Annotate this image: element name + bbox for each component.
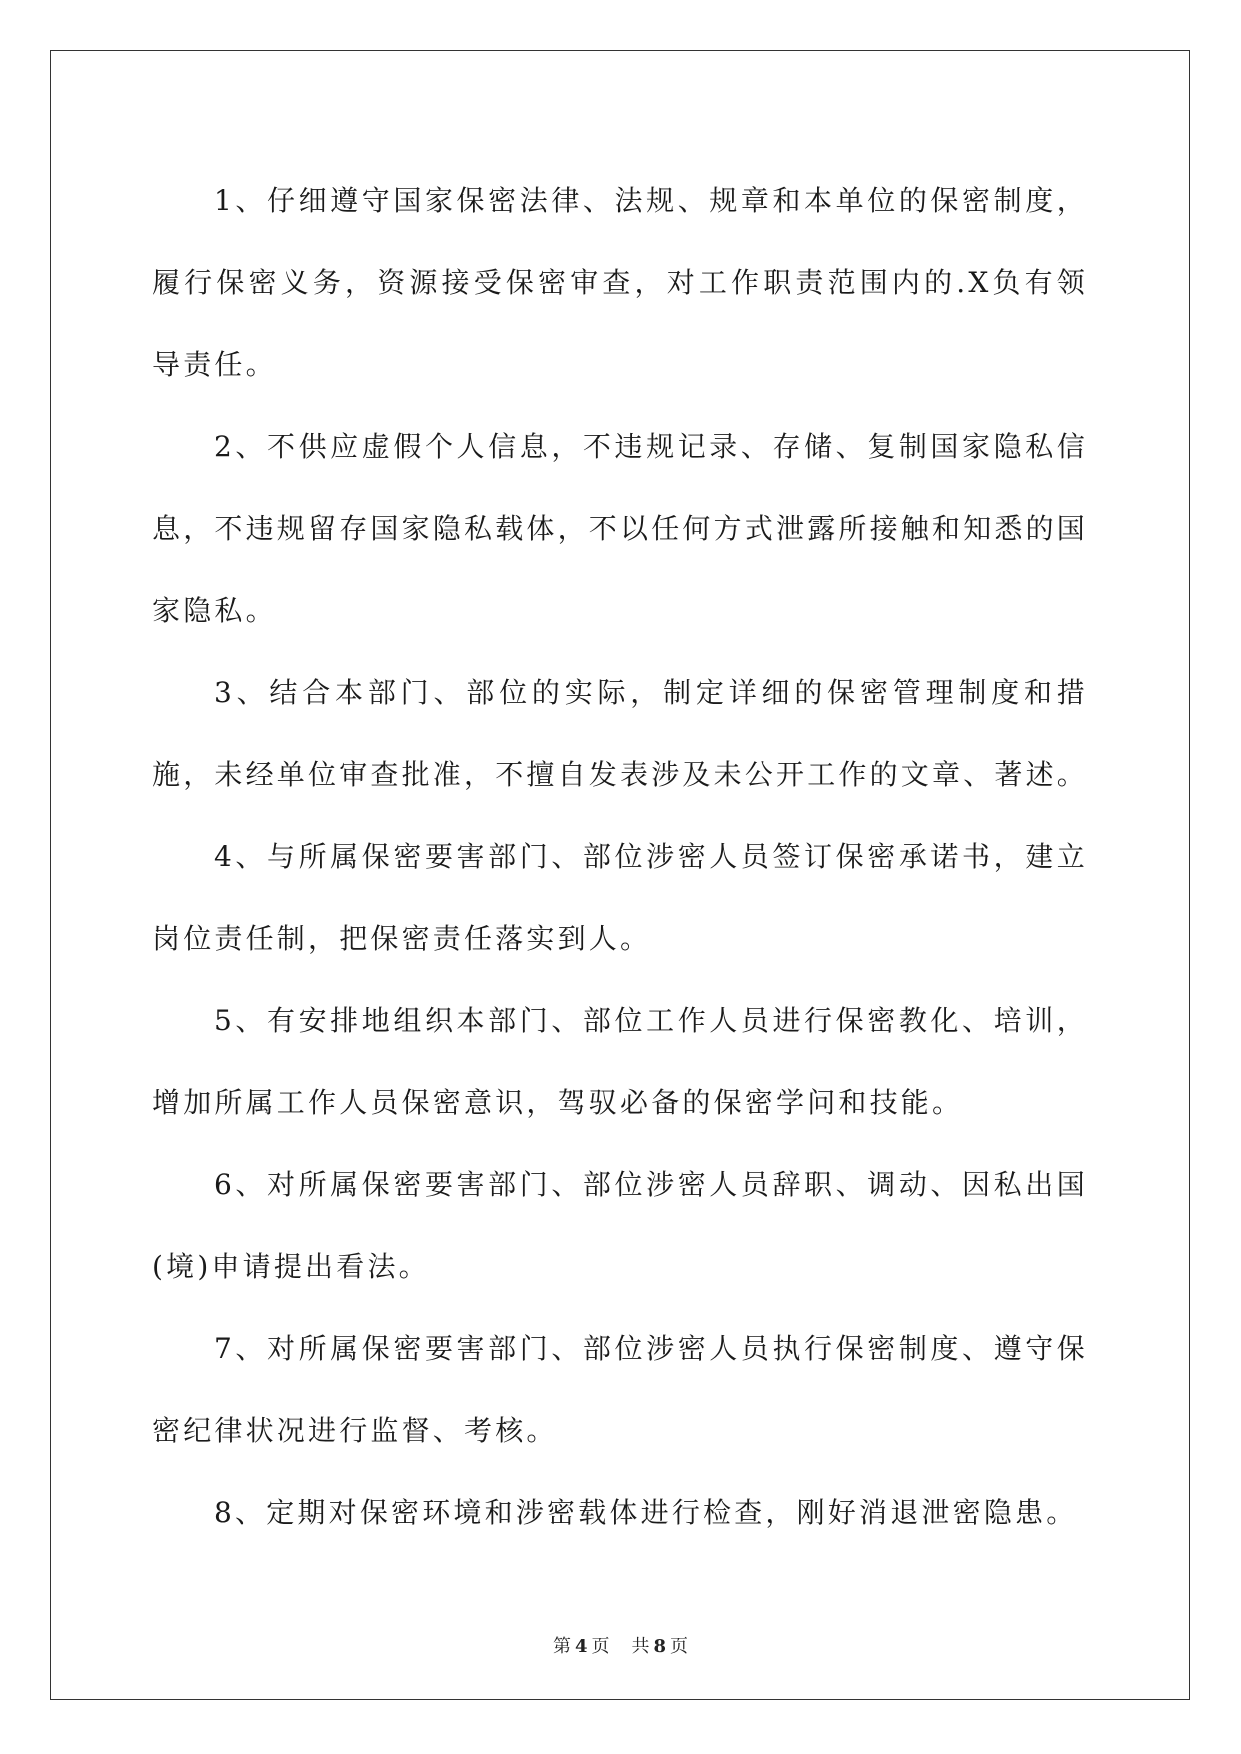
document-body: [152, 160, 1088, 1554]
paragraph-2: 2、不供应虚假个人信息，不违规记录、存储、复制国家隐私信息，不违规留存国家隐私载体，不以任何方式泄露所接触和知悉的国家隐私。: [152, 430, 1089, 627]
paragraph-1: 1、仔细遵守国家保密法律、法规、规章和本单位的保密制度，履行保密义务，资源接受保密审查，对工作职责范围内的.X负有领导责任。: [152, 184, 1088, 381]
page-suffix: 页: [591, 1636, 610, 1657]
total-pages-number: 8: [653, 1636, 667, 1657]
total-prefix: 共: [631, 1636, 650, 1657]
paragraph-5: 5、有安排地组织本部门、部位工作人员进行保密教化、培训，增加所属工作人员保密意识，驾驭必备的保密学问和技能。: [152, 1004, 1088, 1119]
paragraph-4: 4、与所属保密要害部门、部位涉密人员签订保密承诺书，建立岗位责任制，把保密责任落实到人。: [152, 840, 1088, 955]
total-suffix: 页: [670, 1636, 689, 1657]
current-page-number: 4: [574, 1636, 588, 1657]
paragraph-3: 3、结合本部门、部位的实际，制定详细的保密管理制度和措施，未经单位审查批准，不擅自发表涉及未公开工作的文章、著述。: [152, 676, 1089, 791]
paragraph-8: 8、定期对保密环境和涉密载体进行检查，刚好消退泄密隐患。: [214, 1496, 1078, 1529]
paragraph-7: 7、对所属保密要害部门、部位涉密人员执行保密制度、遵守保密纪律状况进行监督、考核。: [152, 1332, 1088, 1447]
page-footer: [0, 1632, 1241, 1658]
page-prefix: 第: [552, 1636, 571, 1657]
paragraph-6: 6、对所属保密要害部门、部位涉密人员辞职、调动、因私出国(境)申请提出看法。: [152, 1168, 1088, 1283]
